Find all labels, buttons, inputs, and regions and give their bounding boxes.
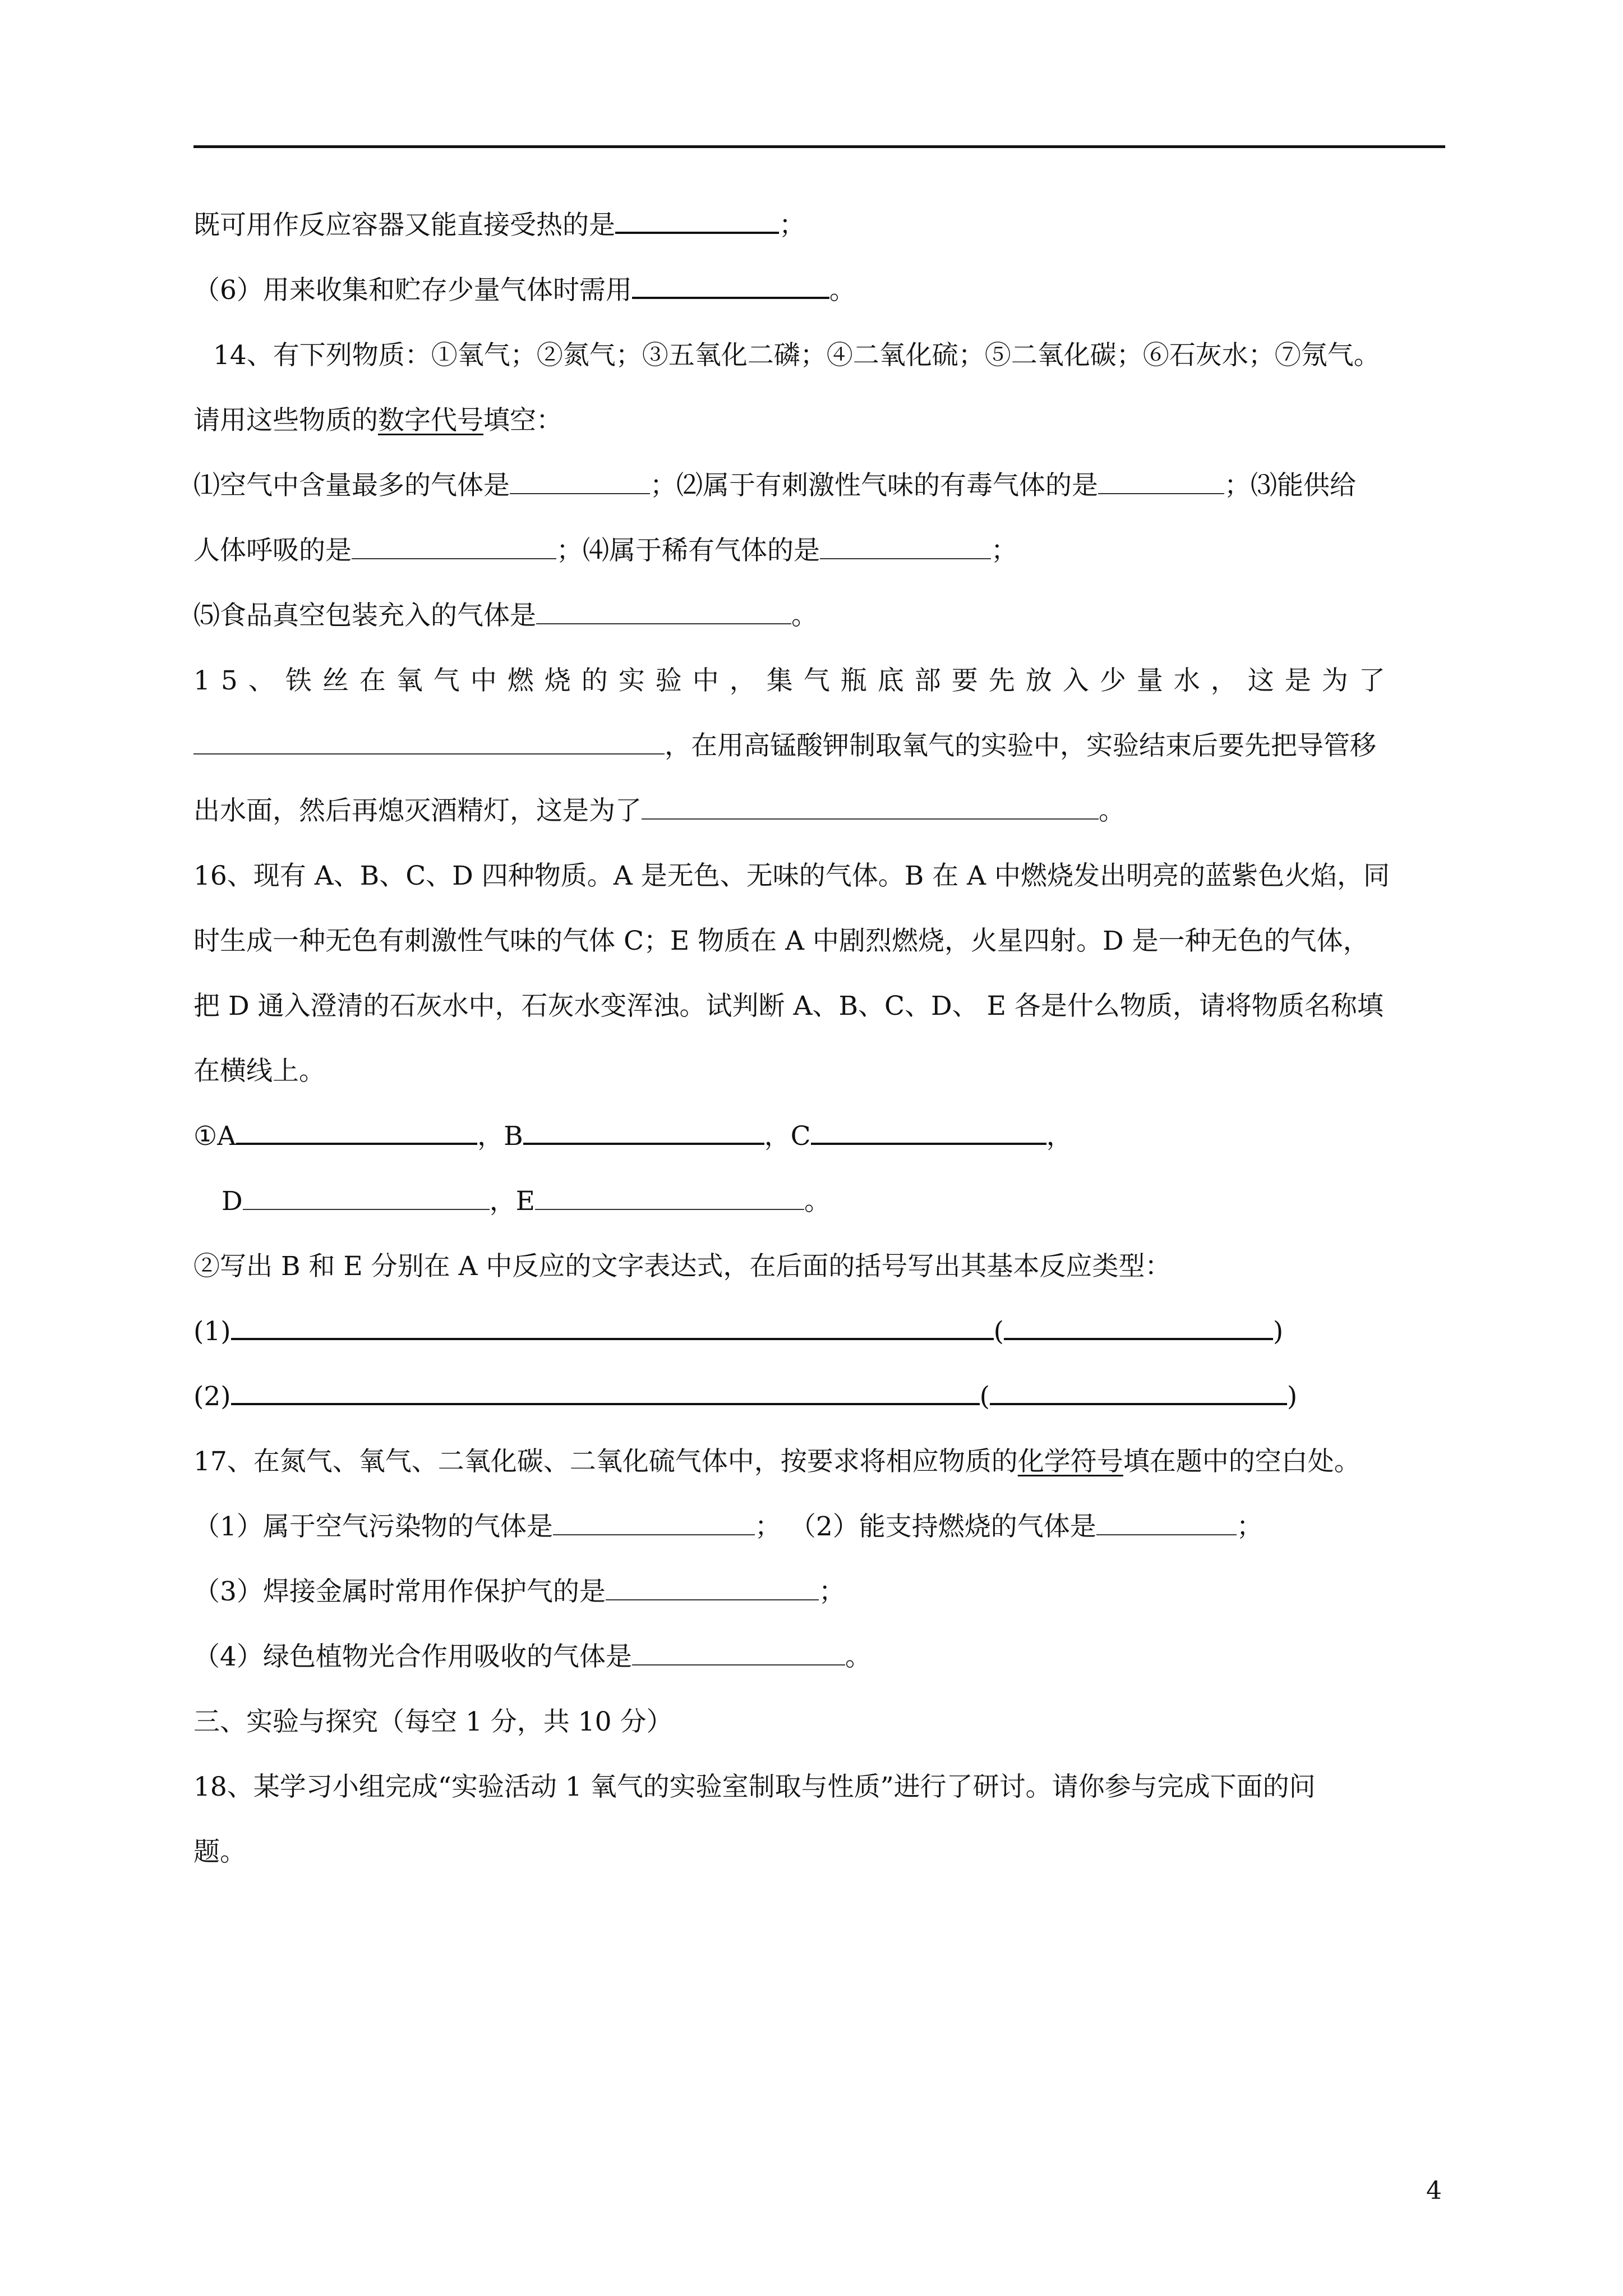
- q13-6: （6）用来收集和贮存少量气体时需用 。: [193, 275, 856, 306]
- answer-blank[interactable]: [193, 732, 665, 754]
- q16-line2: 时生成一种无色有刺激性气味的气体 C；E 物质在 A 中剧烈燃烧，火星四射。D 是一种无色的气体，: [193, 926, 1370, 956]
- answer-blank[interactable]: [820, 537, 991, 559]
- q16-reaction-2: (2) ( ): [193, 1381, 1298, 1412]
- answer-blank[interactable]: [523, 1121, 764, 1145]
- answer-blank[interactable]: [231, 1382, 980, 1405]
- q18-line1: 18、某学习小组完成“实验活动 1 氧气的实验室制取与性质”进行了研讨。请你参与完成下面的问: [193, 1772, 1316, 1802]
- q17-intro: 17、在氮气、氧气、二氧化碳、二氧化硫气体中，按要求将相应物质的化学符号填在题中的空白处。: [193, 1446, 1361, 1477]
- section-heading: 三、实验与探究（每空 1 分，共 10 分）: [193, 1706, 673, 1737]
- q16-line3: 把 D 通入澄清的石灰水中，石灰水变浑浊。试判断 A、B、C、D、 E 各是什么物质，请将物质名称填: [193, 991, 1384, 1022]
- answer-blank[interactable]: [536, 602, 791, 624]
- q14-row1: ⑴空气中含量最多的气体是 ；⑵属于有刺激性气味的有毒气体的是 ；⑶能供给: [193, 470, 1356, 501]
- answer-blank[interactable]: [632, 275, 829, 299]
- q13-line: 既可用作反应容器又能直接受热的是 ；: [193, 210, 805, 241]
- answer-blank[interactable]: [553, 1513, 755, 1535]
- header-rule: [193, 145, 1445, 148]
- answer-blank[interactable]: [990, 1382, 1287, 1405]
- answer-blank[interactable]: [811, 1121, 1046, 1145]
- answer-blank[interactable]: [642, 797, 1099, 820]
- page-number: 4: [1426, 2177, 1442, 2205]
- answer-blank[interactable]: [1096, 1513, 1237, 1535]
- q16-line4: 在横线上。: [193, 1056, 325, 1087]
- answer-blank[interactable]: [236, 1121, 477, 1145]
- answer-blank[interactable]: [615, 210, 779, 234]
- answer-blank[interactable]: [1098, 472, 1224, 494]
- answer-blank[interactable]: [606, 1578, 819, 1600]
- q15-line3: 出水面，然后再熄灭酒精灯，这是为了 。: [193, 795, 1125, 826]
- answer-blank[interactable]: [632, 1643, 845, 1665]
- q14-row2: 人体呼吸的是 ；⑷属于稀有气体的是 ；: [193, 535, 1017, 566]
- underlined-term: 化学符号: [1017, 1446, 1123, 1477]
- answer-blank[interactable]: [243, 1188, 490, 1210]
- q14-intro: 14、有下列物质：①氧气；②氮气；③五氧化二磷；④二氧化硫；⑤二氧化碳；⑥石灰水；⑦氖气。: [213, 340, 1380, 371]
- q16-reaction-1: (1) ( ): [193, 1316, 1284, 1347]
- q14-ask: 请用这些物质的数字代号填空：: [193, 405, 562, 436]
- q18-line2: 题。: [193, 1837, 246, 1867]
- q16-part2: ②写出 B 和 E 分别在 A 中反应的文字表达式，在后面的括号写出其基本反应类型：: [193, 1251, 1172, 1282]
- q14-row3: ⑸食品真空包装充入的气体是 。: [193, 600, 818, 631]
- q17-row1: （1）属于空气污染物的气体是 ； （2）能支持燃烧的气体是 ；: [193, 1511, 1263, 1542]
- answer-blank[interactable]: [535, 1188, 804, 1210]
- q16-line1: 16、现有 A、B、C、D 四种物质。A 是无色、无味的气体。B 在 A 中燃烧发出明亮的蓝紫色火焰，同: [193, 861, 1390, 891]
- answer-blank[interactable]: [510, 472, 650, 494]
- q15-line1: 15、铁丝在氧气中燃烧的实验中，集气瓶底部要先放入少量水，这是为了: [193, 665, 1396, 696]
- q16-answers-de: D ，E 。: [222, 1186, 831, 1217]
- answer-blank[interactable]: [231, 1317, 994, 1340]
- q16-answers-abc: ①A ，B ，C ，: [193, 1121, 1073, 1152]
- underlined-term: 数字代号: [378, 405, 483, 436]
- answer-blank[interactable]: [352, 537, 556, 559]
- q15-line2: ，在用高锰酸钾制取氧气的实验中，实验结束后要先把导管移: [193, 729, 1376, 763]
- q17-row2: （3）焊接金属时常用作保护气的是 ；: [193, 1576, 845, 1607]
- q17-row3: （4）绿色植物光合作用吸收的气体是 。: [193, 1641, 872, 1672]
- answer-blank[interactable]: [1004, 1317, 1273, 1340]
